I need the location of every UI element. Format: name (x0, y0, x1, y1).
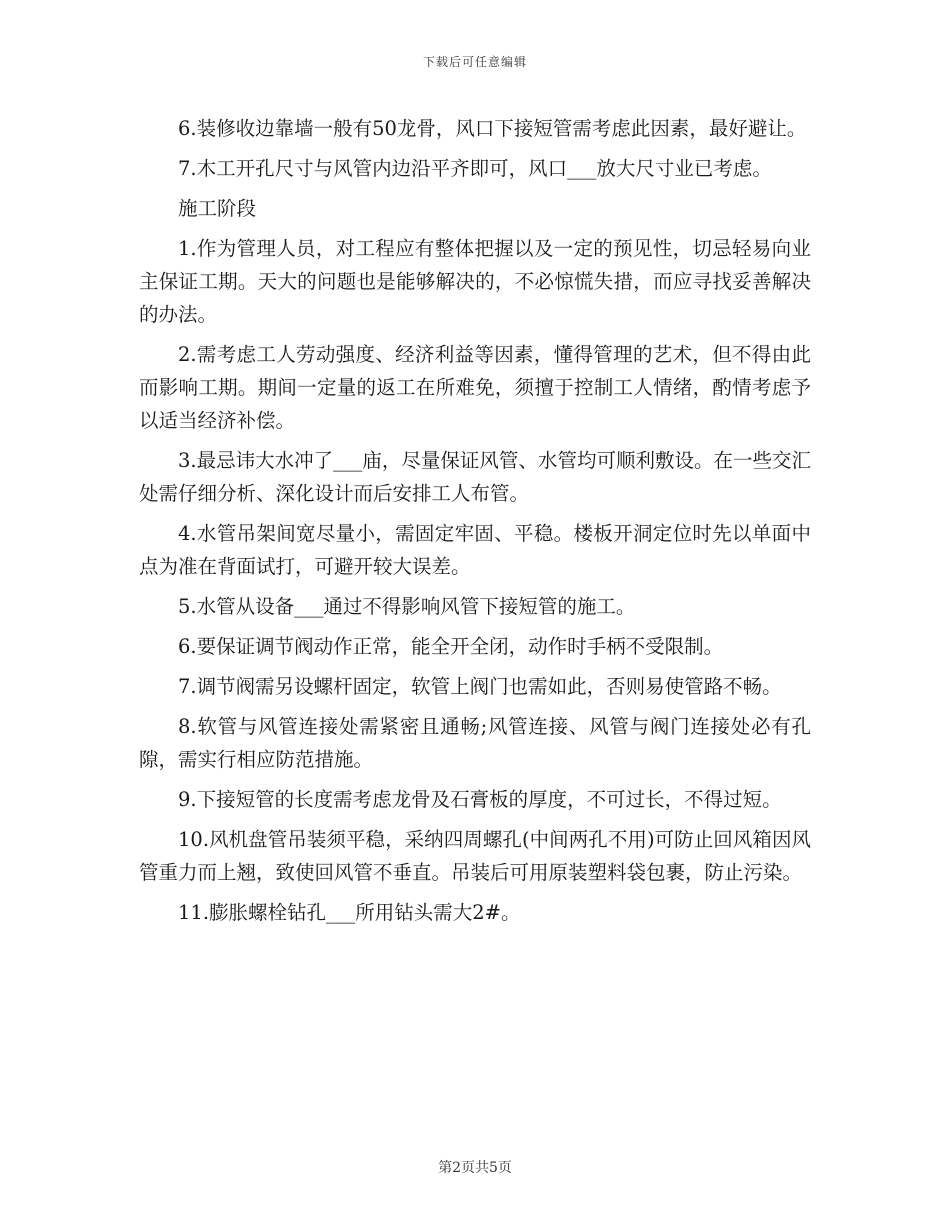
paragraph-item-6-trim-edge: 6.装修收边靠墙一般有50龙骨，风口下接短管需考虑此因素，最好避让。 (178, 117, 807, 140)
paragraph-item-7-carpentry-opening: 7.木工开孔尺寸与风管内边沿平齐即可，风口___放大尺寸业已考虑。 (178, 157, 772, 180)
page-header: 下载后可任意编辑 (422, 55, 527, 69)
section-heading-construction-stage: 施工阶段 (178, 197, 257, 220)
paragraph-item-2-labor: 2.需考虑工人劳动强度、经济利益等因素，懂得管理的艺术，但不得由此而影响工期。期间一定量的返工在所难免，须擅于控制工人情绪，酌情考虑予以适当经济补偿。 (139, 343, 811, 432)
page-footer-page-number: 第2页共5页 (438, 1160, 512, 1176)
document-body (139, 112, 811, 936)
paragraph-item-11-expansion-bolt: 11.膨胀螺栓钻孔___所用钻头需大2#。 (178, 901, 521, 924)
paragraph-item-7-damper-rod: 7.调节阀需另设螺杆固定，软管上阀门也需如此，否则易使管路不畅。 (178, 675, 782, 698)
paragraph-item-9-short-pipe: 9.下接短管的长度需考虑龙骨及石膏板的厚度，不可过长，不得过短。 (178, 788, 782, 811)
paragraph-item-4-hangers: 4.水管吊架间宽尽量小，需固定牢固、平稳。楼板开洞定位时先以单面中点为准在背面试打，可避开较大误差。 (139, 522, 811, 578)
paragraph-item-3-pipe-layout: 3.最忌讳大水冲了___庙，尽量保证风管、水管均可顺利敷设。在一些交汇处需仔细分析、深化设计而后安排工人布管。 (139, 449, 811, 505)
paragraph-item-1-management: 1.作为管理人员，对工程应有整体把握以及一定的预见性，切忌轻易向业主保证工期。天大的问题也是能够解决的，不必惊慌失措，而应寻找妥善解决的办法。 (139, 237, 811, 326)
paragraph-item-5-water-pipe: 5.水管从设备___通过不得影响风管下接短管的施工。 (178, 595, 636, 618)
paragraph-item-10-fan-coil: 10.风机盘管吊装须平稳，采纳四周螺孔(中间两孔不用)可防止回风箱因风管重力而上翘，致使回风管不垂直。吊装后可用原装塑料袋包裹，防止污染。 (139, 828, 811, 884)
paragraph-item-6-damper: 6.要保证调节阀动作正常，能全开全闭，动作时手柄不受限制。 (178, 635, 724, 658)
paragraph-item-8-hose-connection: 8.软管与风管连接处需紧密且通畅;风管连接、风管与阀门连接处必有孔隙，需实行相应防范措施。 (139, 715, 811, 771)
